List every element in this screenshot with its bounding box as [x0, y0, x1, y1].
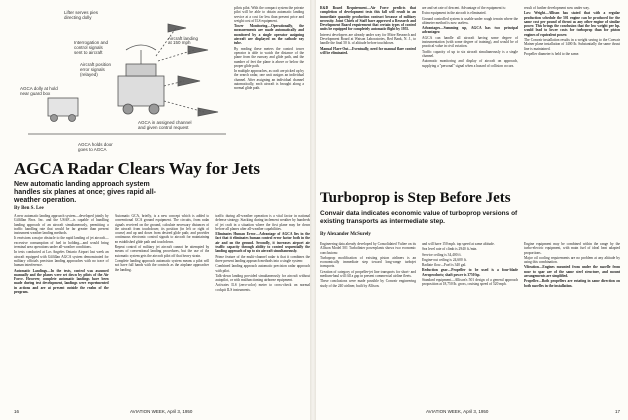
- fig-label-interrogation-2: control signals: [74, 45, 103, 50]
- fig-label-lifter-2: directing dolly: [64, 15, 92, 20]
- right-top-col2-p0: are and set rate of descent. Advantage of the equipment is:: [422, 6, 506, 10]
- left-col3-p3: Combined landing approach automatic precision radar approach with pilot.: [215, 264, 310, 273]
- right-col1-p2: Creation of category of propeller-jet line transports for short- and medium-haul will fill a gap in present commercial airline fleets.: [320, 269, 416, 279]
- right-col2-p4: Radiate flow—Fuel is 340 gal.: [422, 263, 467, 268]
- fig-label-landing-2: at 150 mph: [168, 40, 191, 45]
- fig-label-error-3: (relayed): [80, 72, 98, 77]
- right-top-col1-p1: Interest developers are already under way for Mitre Research and Development Board at Watson Laboratories, Red Bank, N. J., to handle the final 50 ft. of altitude before touchdown.: [320, 32, 416, 46]
- right-col1-p3: These conclusions were made possible by Convair engineering study of the 240 airliner, built by Allison.: [320, 279, 416, 288]
- right-col2-p2: Service ceiling is 34,400 ft.: [422, 252, 462, 257]
- left-col2-p0: Automatic GCA, briefly, is a new concept which is added to conventional GCA ground equipment. The circuits, from radar signals received on the ground, calculate necessary distances of the aircraft from touchdown; its position (in left or right of course) and up and down from desired glide path; and provides continuous electronic control signals to aircraft for maintaining an established glide path and touchdown.: [114, 214, 210, 244]
- agca-illustration: [18, 6, 226, 156]
- fig-label-door: AGCA holds door: [78, 142, 113, 147]
- right-top-col3-p3: Propeller diameter is held to the same.: [524, 51, 580, 56]
- right-col2: [422, 242, 518, 402]
- right-col1: [320, 242, 416, 402]
- left-article-title: AGCA Radar Clears Way for Jets: [14, 159, 261, 178]
- fig-label-agca-aircraft: AGCA in assigned channel: [138, 120, 192, 125]
- right-body-columns: [320, 242, 620, 402]
- left-col1-p2: In tests conducted at Los Angeles Ontario Airport last week an aircraft equipped with Gilfillan AGCA system demonstrated for military officials precision landing approaches with no trace of human interference.: [14, 250, 109, 268]
- left-col1: [14, 214, 109, 402]
- left-col3-p0: traffic during all-weather operation is a vital factor in national defense strategy. Stacking during inclement weather by hundreds of jet craft in a situation where the first plane may be down before all planes after all-weather capabilities.: [215, 214, 310, 231]
- fig-label-agca-aircraft-2: and given control request: [138, 125, 189, 130]
- fig-label-interrogation: Interrogation and: [74, 40, 109, 45]
- right-top-col2-p1: Extra equipment in the aircraft is eliminated.: [422, 11, 487, 16]
- left-page-label: AVIATION WEEK, April 3, 1950: [130, 409, 193, 414]
- right-col1-p1: Turboprop modification of existing piston airliners is an economically immediate step toward long-range turbojet transports.: [320, 255, 416, 269]
- left-article-deck: New automatic landing approach system handles six planes at once; gives rapid all-weather operation.: [14, 181, 156, 204]
- right-col3-p1: Major oil cooling requirements are no problem at any altitude by using this combination.: [524, 255, 620, 265]
- right-top-col1-p2: Manual Flare-Out—Eventually, need for manual flare control will be eliminated.: [320, 46, 416, 55]
- right-top-col2-p3: Advantages—Summing up, AGCA has two principal advantages:: [422, 26, 518, 35]
- fig-label-error-2: error signals: [80, 67, 105, 72]
- right-article-title: Turboprop is Step Before Jets: [320, 190, 511, 206]
- left-col4-p3: In multiple approaches, as craft are picked up by the search radar, one unit assigns an individual channel. After assigning an individual channel automatically, each aircraft is brought along a normal glide path.: [234, 69, 304, 91]
- left-body-columns: [14, 214, 310, 402]
- fig-label-door-2: goes to AGCA: [78, 147, 107, 152]
- right-col2-p3: Engine-out ceiling is 24,600 ft.: [422, 257, 467, 262]
- right-col3-p2: Vibration—Engines mounted from under the nacelle from nose to spar are of the same steel structure, and mount arrangements are simplified.: [524, 265, 620, 279]
- left-col4-p0: pilots pilot. With the compact system the private pilot will be able to obtain automatic landing service at a cost far less than present price and weight cost of ILS equipment.: [234, 6, 304, 23]
- right-col2-p0: and will have 150 mph. top speed at same altitude.: [422, 242, 495, 246]
- right-top-col3-p1: Low Weight—Allison has stated that with a regular production schedule the 501 engine can be produced for the same cost per pound of thrust as any other engine of similar power. This brings the conclusion that the low weight per hp. would lead to lower costs for turboprop than for piston engines of equivalent power.: [524, 11, 620, 37]
- left-col2: [115, 214, 210, 402]
- right-col2-p6: Standard equipment—Allison's 501 design of a general approach proposition at 18,750 lb. gross, cruising speed of 520 mph.: [422, 278, 518, 287]
- right-byline: By Alexander McSurely: [320, 232, 371, 237]
- right-col3-p0: Engine equipment may be combined within the range by the turbo-electric equipment, with main fuel of ideal heat adapted proportions.: [524, 242, 620, 255]
- right-top-col2-p2: Ground controlled system is usable under rough terrain where the altimeter method is now useless.: [422, 16, 518, 25]
- right-col1-p0: Engineering data already developed by Consolidated Vultee on its Allison Model 501 Turbolinier powerplants shows two economic conclusions:: [320, 242, 416, 255]
- left-col3-p5: Activates ILS (zero-color) meter to cross-check on normal cockpit ILS instruments.: [215, 283, 310, 292]
- left-col1-p0: A new automatic landing approach system—developed jointly by Gilfillan Bros. Inc. and the USAF—is capable of handling landing approach of an aircraft simultaneously, permitting a traffic handling rate that would be far greater than present instrument weather landing methods.: [14, 214, 109, 236]
- right-col3: [524, 242, 620, 402]
- left-col3-p2: Prime feature of the multi-channel radar is that it combines the three present landing approach methods into a single system:: [215, 254, 310, 263]
- right-page-number: 17: [614, 409, 620, 414]
- right-top-col2-p6: Automatic monitoring and display of aircraft on approach, supplying a "personal" signal when a hazard of collision occurs.: [422, 59, 518, 68]
- left-byline: By Ben S. Lee: [14, 206, 44, 211]
- right-col3-p3: Propeller—Both propellers are rotating in same direction on both nacelles in the installation.: [524, 279, 620, 288]
- right-top-col3-p0: result of further development now under way.: [524, 6, 590, 10]
- right-col2-p1: Sea level rate of climb is 2940 ft./min.: [422, 247, 478, 252]
- right-top-col2-p4: AGCA can handle all aircraft having some degree of instrumentation (with some degree of training), and would be of practical value in civil aviation.: [422, 35, 518, 49]
- right-col2-p5: Reduction gear—Propeller to be used is a four-blade Aeroproducts; shaft power is 3750 hp.: [422, 268, 518, 277]
- left-page: [0, 0, 310, 420]
- right-top-columns: [320, 6, 620, 188]
- fig-label-dolly-2: near guard box: [20, 91, 51, 96]
- left-col3: [215, 214, 310, 402]
- right-top-col3-p2: The Convair installation results in a weight saving to the Convair Mainer plane installation of 1400 lb. Substantially the same thrust line is maintained.: [524, 38, 620, 51]
- right-top-col1: [320, 6, 416, 188]
- left-top-column: [234, 6, 304, 156]
- left-col4-p2: By reading these meters the control tower operator is able to watch the distance of the plane from the runway and glide path, and the number of feet the plane is above or below the proper glide path.: [234, 46, 304, 68]
- left-col3-p1: Eliminates Human Error—Advantage of AGCA lies in the fact that it eliminates human control error factor both in the air and on the ground. Secondly, it increases airport air traffic capacity through ability to control sequentially the landing approach of up to six aircraft simultaneously.: [215, 232, 310, 254]
- right-article-deck: Convair data indicates economic value of turboprop versions of existing transports as intermediate step.: [320, 210, 518, 225]
- left-col2-p2: Complete landing approach automatic system means a pilot will not have full hands with the controls as the airplane approaches the landing.: [114, 258, 210, 272]
- right-top-col2-p5: Traffic capacity of up to six aircraft simultaneously is a single channel.: [422, 49, 518, 58]
- right-page: [316, 0, 628, 420]
- right-top-col1-p0: R&D Board Requirement—Air Force predicts that completion of development tests this fall will result in an immediate quantity production contract because of military necessity. Joint Chiefs of Staff have approved a Research and Development Board requirement that certain types of control units be equipped for completely automatic flight by 1955.: [320, 6, 416, 32]
- left-page-number: 16: [14, 409, 20, 414]
- fig-label-landing: Aircraft landing: [168, 36, 199, 41]
- fig-label-interrogation-3: sent to aircraft: [74, 50, 103, 55]
- left-col2-p1: Repeat control of military jet aircraft cannot be attempted by means of conventional landing procedures, but the use of the automatic system gets the aircraft pilot off that heavy strain.: [114, 245, 210, 258]
- right-top-col3: [524, 6, 620, 188]
- left-col3-p4: Talk-down landing provided simultaneously for aircraft without autopilot, or with malfunctioning airborne equipment.: [215, 273, 310, 283]
- fig-label-error: Aircraft position: [80, 62, 112, 67]
- fig-label-lifter: Lifter serves pies: [64, 10, 99, 15]
- left-col1-p3: Automatic Landings—In the tests, control was assumed manually and the planes were set down by pilots of the Air Force. However, complete automatic landings have been made during test development, landings were experimented in actions and are at present outside the realm of the program.: [14, 268, 109, 295]
- left-col1-p1: It envisions a major obstacle to the rapid landing of jet aircraft—excessive consumption of fuel in holding—and would bring terminal area operations under all-weather conditions.: [14, 236, 109, 250]
- right-page-label: AVIATION WEEK, April 3, 1950: [426, 409, 489, 414]
- left-col4-p1: Tower Monitoring—Operationally, the measurements are made automatically and monitored by a single operator assigning aircraft are displayed on the cathode ray tube.: [234, 24, 304, 46]
- fig-label-dolly: AGCA dolly at hold: [20, 86, 58, 91]
- right-top-col2: [422, 6, 518, 188]
